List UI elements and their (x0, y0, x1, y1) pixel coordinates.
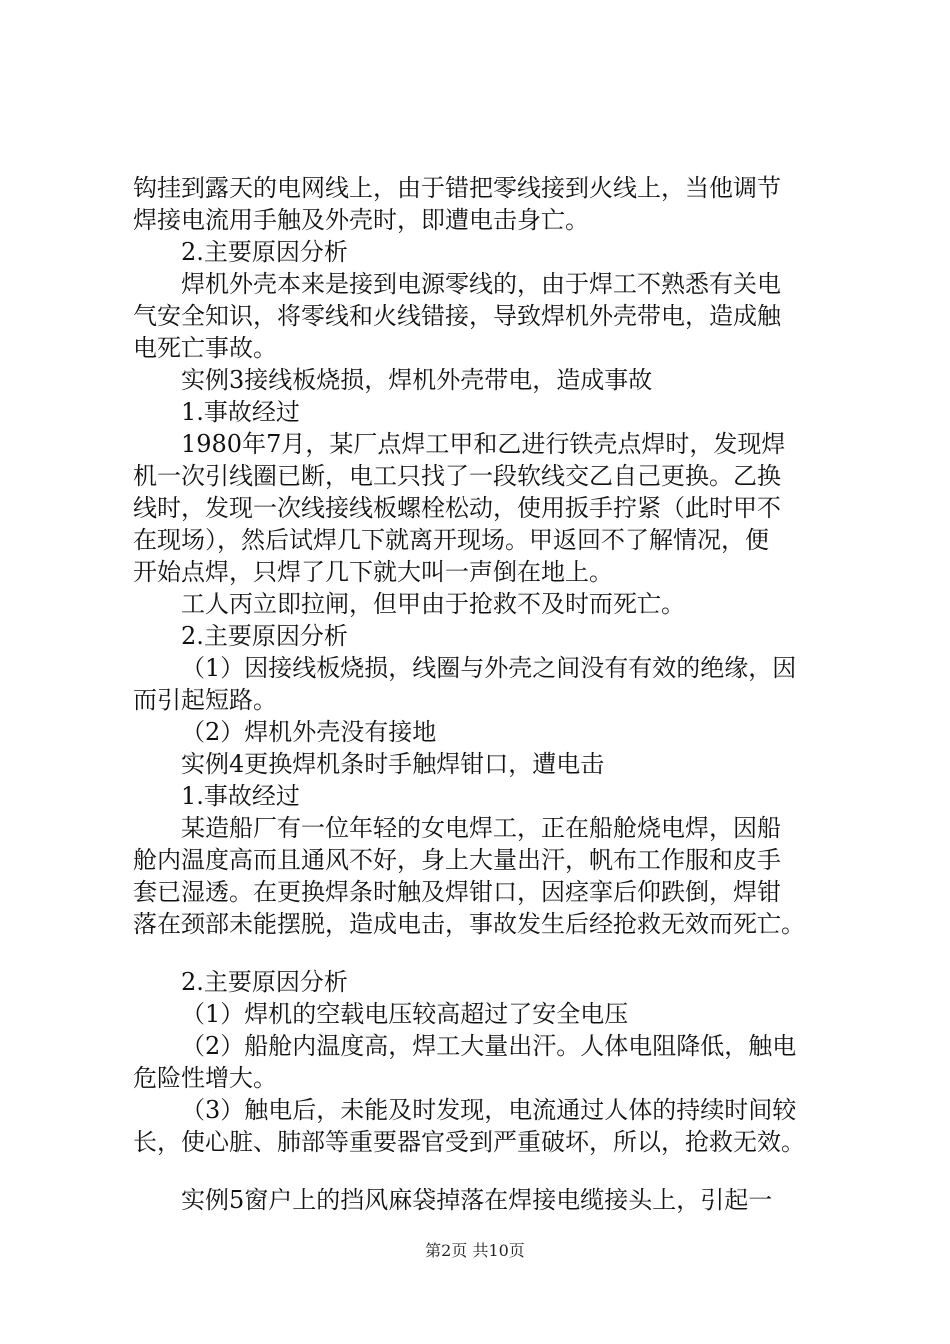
case-heading: 实例4更换焊机条时手触焊钳口，遭电击 (181, 750, 605, 778)
list-item: （1）因接线板烧损，线圈与外壳之间没有有效的绝缘，因 (181, 654, 797, 682)
text-line: 在现场），然后试焊几下就离开现场。甲返回不了解情况，便 (133, 526, 769, 554)
text-line: 危险性增大。 (133, 1064, 277, 1092)
text-line: 电死亡事故。 (133, 334, 277, 362)
text-line: 焊机外壳本来是接到电源零线的，由于焊工不熟悉有关电 (181, 270, 781, 298)
list-item: （1）焊机的空载电压较高超过了安全电压 (181, 1000, 629, 1028)
text-line: 焊接电流用手触及外壳时，即遭电击身亡。 (133, 206, 589, 234)
text-line: 长，使心脏、肺部等重要器官受到严重破坏，所以，抢救无效。 (133, 1128, 805, 1156)
body-text (133, 172, 833, 1216)
text-line: 某造船厂有一位年轻的女电焊工，正在船舱烧电焊，因船 (181, 814, 781, 842)
section-heading: 2.主要原因分析 (181, 622, 348, 650)
section-heading: 1.事故经过 (181, 398, 300, 426)
text-line: 落在颈部未能摆脱，造成电击，事故发生后经抢救无效而死亡。 (133, 910, 805, 938)
section-heading: 1.事故经过 (181, 782, 300, 810)
list-item: （2）船舱内温度高，焊工大量出汗。人体电阻降低，触电 (181, 1032, 797, 1060)
case-heading: 实例3接线板烧损，焊机外壳带电，造成事故 (181, 366, 653, 394)
section-heading: 2.主要原因分析 (181, 968, 348, 996)
text-line: 工人丙立即拉闸，但甲由于抢救不及时而死亡。 (181, 590, 685, 618)
text-line: 机一次引线圈已断，电工只找了一段软线交乙自己更换。乙换 (133, 462, 781, 490)
section-heading: 2.主要原因分析 (181, 238, 348, 266)
text-line: 开始点焊，只焊了几下就大叫一声倒在地上。 (133, 558, 613, 586)
text-line: 线时，发现一次线接线板螺栓松动，使用扳手拧紧（此时甲不 (133, 494, 781, 522)
case-heading: 实例5窗户上的挡风麻袋掉落在焊接电缆接头上，引起一 (181, 1186, 773, 1214)
list-item: （3）触电后，未能及时发现，电流通过人体的持续时间较 (181, 1096, 797, 1124)
page-number: 第2页 共10页 (425, 1241, 525, 1260)
text-line: 舱内温度高而且通风不好，身上大量出汗，帆布工作服和皮手 (133, 846, 781, 874)
text-line: 而引起短路。 (133, 686, 277, 714)
paragraph-gap (133, 940, 833, 966)
text-line: 气安全知识，将零线和火线错接，导致焊机外壳带电，造成触 (133, 302, 781, 330)
list-item: （2）焊机外壳没有接地 (181, 718, 437, 746)
text-line: 钩挂到露天的电网线上，由于错把零线接到火线上，当他调节 (133, 174, 781, 202)
text-line: 套已湿透。在更换焊条时触及焊钳口，因痉挛后仰跌倒，焊钳 (133, 878, 781, 906)
text-line: 1980年7月，某厂点焊工甲和乙进行铁壳点焊时，发现焊 (181, 430, 786, 458)
paragraph-gap (133, 1158, 833, 1184)
